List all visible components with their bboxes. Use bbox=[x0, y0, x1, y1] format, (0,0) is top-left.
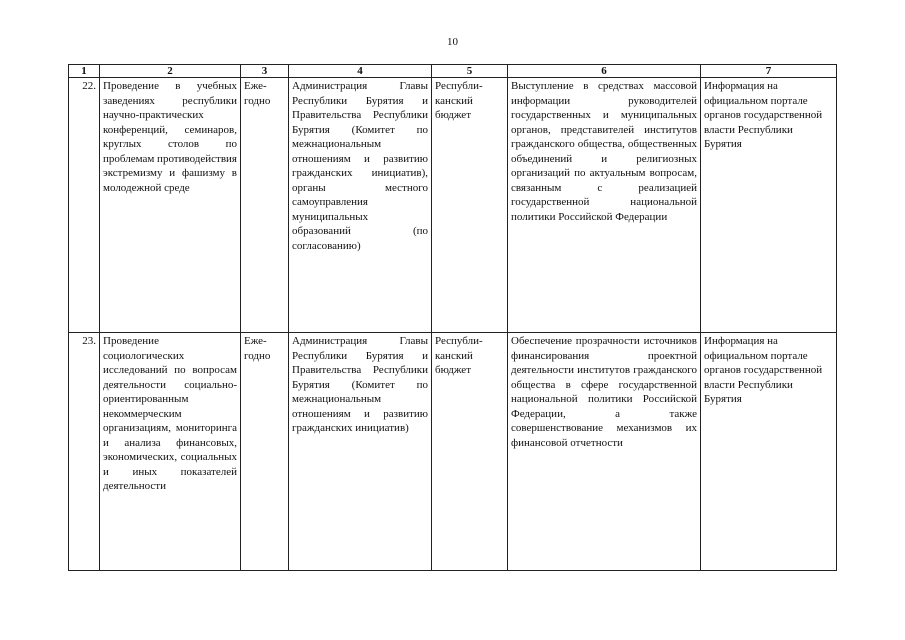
funding-source-cell: Республи- канский бюджет bbox=[432, 333, 508, 571]
column-header: 5 bbox=[432, 65, 508, 78]
column-header: 2 bbox=[100, 65, 241, 78]
table-row bbox=[69, 78, 837, 333]
report-form-cell: Информация на официальном портале органов государственной власти Республики Бурятия bbox=[701, 333, 837, 571]
responsible-cell: Администрация Главы Республики Бурятия и Правительства Республики Бурятия (Комитет по межнациональным отношениям и развитию гражданских инициатив) bbox=[289, 333, 432, 571]
header-row bbox=[69, 65, 837, 78]
table-row bbox=[69, 333, 837, 571]
responsible-cell: Администрация Главы Республики Бурятия и Правительства Республики Бурятия (Комитет по межнациональным отношениям и развитию гражданских инициатив), органы местного самоуправления муниципальных образований (по согласованию) bbox=[289, 78, 432, 333]
column-header: 6 bbox=[508, 65, 701, 78]
period-cell: Еже- годно bbox=[241, 333, 289, 571]
column-header: 3 bbox=[241, 65, 289, 78]
measures-table bbox=[68, 64, 837, 571]
expected-result-cell: Обеспечение прозрачности источников финансирования проектной деятельности институтов гражданского общества в сфере государственной национальной политики Российской Федерации, а также совершенствование механизмов их финансовой отчетности bbox=[508, 333, 701, 571]
page-number: 10 bbox=[447, 36, 458, 48]
expected-result-cell: Выступление в средствах массовой информации руководителей государственных и муниципальных органов, представителей институтов гражданского общества, общественных объединений и религиозных организаций по актуальным вопросам, связанным с реализацией государственной национальной политики Российской Федерации bbox=[508, 78, 701, 333]
column-header: 7 bbox=[701, 65, 837, 78]
event-cell: Проведение социологических исследований по вопросам деятельности социально-ориентированным некоммерческим организациям, мониторинга и анализа финансовых, экономических, социальных и иных показателей деятельности bbox=[100, 333, 241, 571]
column-header: 4 bbox=[289, 65, 432, 78]
event-cell: Проведение в учебных заведениях республики научно-практических конференций, семинаров, круглых столов по проблемам противодействия экстремизму и фашизму в молодежной среде bbox=[100, 78, 241, 333]
column-header: 1 bbox=[69, 65, 100, 78]
row-number: 23. bbox=[69, 333, 100, 571]
funding-source-cell: Республи- канский бюджет bbox=[432, 78, 508, 333]
period-cell: Еже- годно bbox=[241, 78, 289, 333]
row-number: 22. bbox=[69, 78, 100, 333]
report-form-cell: Информация на официальном портале органов государственной власти Республики Бурятия bbox=[701, 78, 837, 333]
